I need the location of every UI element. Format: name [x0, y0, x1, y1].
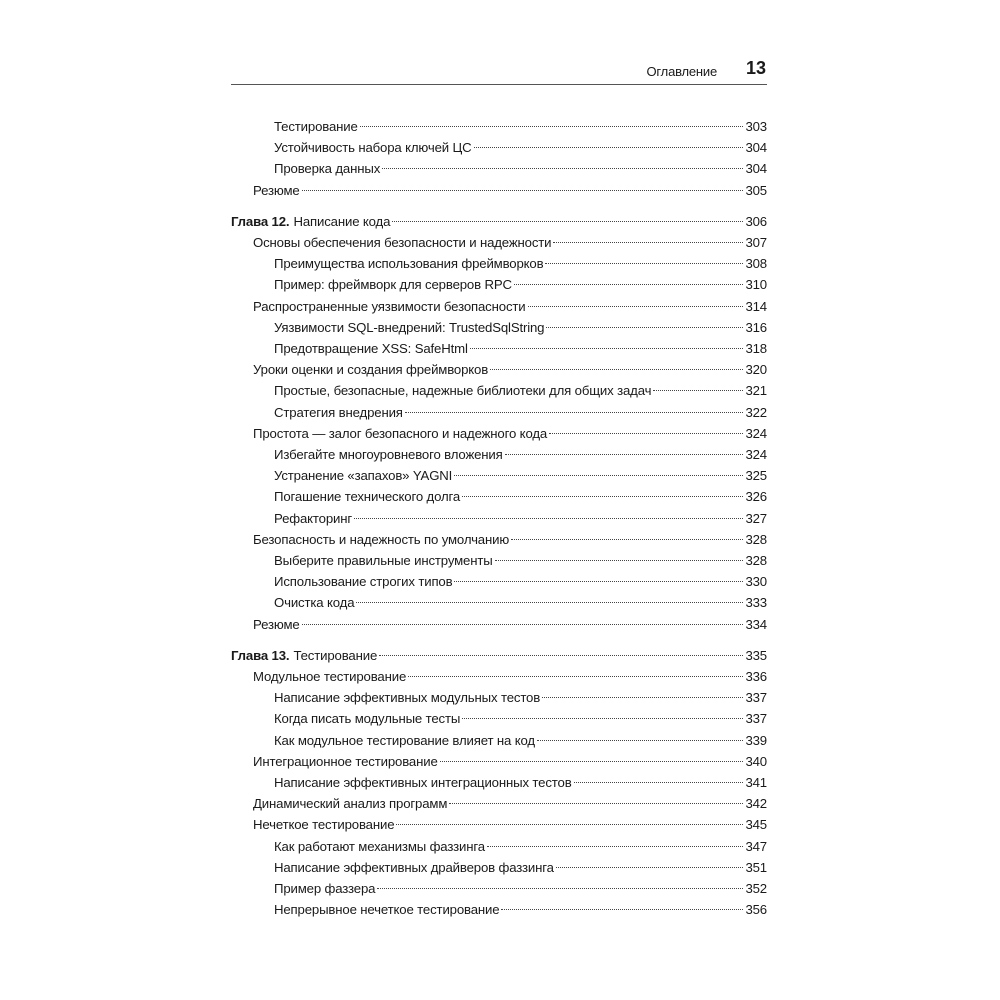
dot-leader [501, 909, 743, 910]
dot-leader [514, 284, 744, 285]
entry-page-number: 330 [745, 574, 767, 590]
dot-leader [546, 327, 743, 328]
dot-leader [302, 624, 744, 625]
toc-entry [231, 509, 767, 529]
toc-entry [231, 709, 767, 729]
entry-title: Написание эффективных интеграционных тестов [274, 775, 572, 790]
dot-leader [360, 126, 744, 127]
entry-page-number: 336 [745, 669, 767, 684]
dot-leader [462, 718, 743, 719]
entry-page-number: 352 [745, 881, 767, 896]
entry-title: Распространенные уязвимости безопасности [253, 298, 526, 314]
entry-title: Простота — залог безопасного и надежного кода [253, 425, 548, 441]
entry-title: Резюме [253, 616, 300, 632]
entry-page-number: 324 [745, 425, 767, 441]
entry-page-number: 307 [745, 235, 767, 250]
toc-entry [231, 233, 767, 253]
entry-page-number: 325 [745, 468, 767, 484]
dot-leader [537, 740, 744, 741]
entry-title: Предотвращение XSS: SafeHtml [274, 341, 468, 356]
toc-entry [231, 424, 767, 444]
entry-page-number: 340 [745, 753, 767, 769]
dot-leader [474, 147, 744, 148]
entry-page-number: 327 [745, 510, 767, 526]
dot-leader [511, 539, 743, 540]
dot-leader [542, 697, 743, 698]
entry-page-number: 341 [745, 775, 767, 790]
entry-title: Как работают механизмы фаззинга [274, 838, 485, 854]
dot-leader [495, 560, 744, 561]
entry-title: Очистка кода [274, 595, 355, 611]
entry-page-number: 342 [745, 796, 767, 812]
entry-title: Как модульное тестирование влияет на код [274, 732, 535, 748]
entry-page-number: 337 [745, 711, 767, 727]
entry-page-number: 326 [745, 489, 767, 505]
dot-leader [549, 433, 743, 434]
header-page-number: 13 [745, 58, 766, 78]
entry-page-number: 318 [745, 341, 767, 356]
entry-page-number: 306 [745, 213, 767, 229]
entry-title: Устойчивость набора ключей ЦС [274, 140, 472, 156]
chapter-number: Глава 12. [231, 213, 290, 229]
dot-leader [405, 412, 744, 413]
entry-title: Написание кода [293, 213, 391, 229]
dot-leader [553, 242, 743, 243]
entry-title: Тестирование [293, 647, 378, 663]
toc-entry [231, 117, 767, 137]
dot-leader [487, 846, 744, 847]
entry-page-number: 347 [745, 838, 767, 854]
entry-title: Динамический анализ программ [253, 796, 448, 812]
dot-leader [356, 602, 743, 603]
toc-entry [231, 858, 767, 878]
entry-page-number: 304 [745, 140, 767, 156]
entry-title: Избегайте многоуровневого вложения [274, 447, 503, 462]
entry-title: Проверка данных [274, 161, 381, 177]
entry-title: Безопасность и надежность по умолчанию [253, 531, 510, 547]
dot-leader [382, 168, 743, 169]
toc-entry [231, 773, 767, 793]
entry-page-number: 321 [745, 383, 767, 399]
entry-page-number: 303 [745, 119, 767, 134]
entry-title: Основы обеспечения безопасности и надежности [253, 235, 552, 250]
entry-title: Непрерывное нечеткое тестирование [274, 902, 500, 918]
dot-leader [556, 867, 744, 868]
dot-leader [545, 263, 743, 264]
entry-title: Пример фаззера [274, 881, 376, 896]
toc-entry [231, 403, 767, 423]
toc-entry [231, 794, 767, 814]
toc-entry [231, 837, 767, 857]
entry-page-number: 316 [745, 319, 767, 335]
toc-entry [231, 593, 767, 613]
dot-leader [528, 306, 744, 307]
toc-entry [231, 615, 767, 635]
dot-leader [490, 369, 743, 370]
entry-title: Пример: фреймворк для серверов RPC [274, 277, 512, 293]
toc-entry [231, 466, 767, 486]
entry-page-number: 339 [745, 732, 767, 748]
entry-title: Написание эффективных драйверов фаззинга [274, 859, 554, 875]
toc-entry [231, 297, 767, 317]
entry-page-number: 305 [745, 182, 767, 198]
toc-entry [231, 572, 767, 592]
entry-page-number: 322 [745, 404, 767, 420]
entry-title: Интеграционное тестирование [253, 753, 438, 769]
toc-entry [231, 254, 767, 274]
toc-entry [231, 275, 767, 295]
entry-page-number: 308 [745, 256, 767, 272]
entry-page-number: 320 [745, 362, 767, 378]
toc-entry [231, 879, 767, 899]
entry-title: Простые, безопасные, надежные библиотеки для общих задач [274, 383, 652, 399]
dot-leader [653, 390, 743, 391]
toc-chapter-entry [231, 646, 767, 666]
toc-entry [231, 138, 767, 158]
toc-entry [231, 159, 767, 179]
entry-title: Тестирование [274, 119, 358, 134]
running-header [231, 54, 767, 85]
entry-title: Нечеткое тестирование [253, 817, 395, 833]
dot-leader [379, 655, 743, 656]
dot-leader [396, 824, 743, 825]
toc-entry [231, 900, 767, 920]
header-title: Оглавление [646, 64, 717, 79]
toc-chapter-entry [231, 212, 767, 232]
entry-page-number: 333 [745, 595, 767, 611]
entry-page-number: 334 [745, 616, 767, 632]
toc-entry [231, 339, 767, 359]
toc-entry [231, 688, 767, 708]
entry-page-number: 324 [745, 447, 767, 462]
dot-leader [574, 782, 744, 783]
entry-title: Когда писать модульные тесты [274, 711, 461, 727]
dot-leader [354, 518, 743, 519]
dot-leader [470, 348, 744, 349]
toc-entry [231, 731, 767, 751]
chapter-number: Глава 13. [231, 647, 290, 663]
dot-leader [454, 581, 743, 582]
entry-title: Использование строгих типов [274, 574, 453, 590]
toc-entry [231, 667, 767, 687]
entry-page-number: 345 [745, 817, 767, 833]
toc-entry [231, 487, 767, 507]
entry-page-number: 304 [745, 161, 767, 177]
entry-title: Рефакторинг [274, 510, 353, 526]
toc-entry [231, 360, 767, 380]
entry-page-number: 310 [745, 277, 767, 293]
toc-entry [231, 752, 767, 772]
entry-title: Стратегия внедрения [274, 404, 403, 420]
toc-entry [231, 815, 767, 835]
dot-leader [462, 496, 743, 497]
dot-leader [302, 190, 744, 191]
dot-leader [392, 221, 743, 222]
entry-page-number: 328 [745, 531, 767, 547]
dot-leader [454, 475, 743, 476]
entry-title: Преимущества использования фреймворков [274, 256, 544, 272]
toc-entry [231, 530, 767, 550]
entry-page-number: 314 [745, 298, 767, 314]
entry-title: Написание эффективных модульных тестов [274, 690, 541, 706]
entry-page-number: 351 [745, 859, 767, 875]
entry-page-number: 335 [745, 647, 767, 663]
dot-leader [440, 761, 744, 762]
entry-title: Погашение технического долга [274, 489, 461, 505]
toc-entry [231, 381, 767, 401]
entry-title: Уязвимости SQL-внедрений: TrustedSqlString [274, 319, 545, 335]
entry-title: Устранение «запахов» YAGNI [274, 468, 453, 484]
entry-page-number: 337 [745, 690, 767, 706]
entry-title: Резюме [253, 182, 300, 198]
dot-leader [449, 803, 743, 804]
toc-entry [231, 181, 767, 201]
entry-page-number: 356 [745, 902, 767, 918]
entry-page-number: 328 [745, 553, 767, 568]
toc-entry [231, 318, 767, 338]
dot-leader [505, 454, 744, 455]
entry-title: Уроки оценки и создания фреймворков [253, 362, 489, 378]
toc-entry [231, 551, 767, 571]
entry-title: Модульное тестирование [253, 669, 407, 684]
dot-leader [377, 888, 743, 889]
entry-title: Выберите правильные инструменты [274, 553, 493, 568]
toc-entry [231, 445, 767, 465]
dot-leader [408, 676, 743, 677]
